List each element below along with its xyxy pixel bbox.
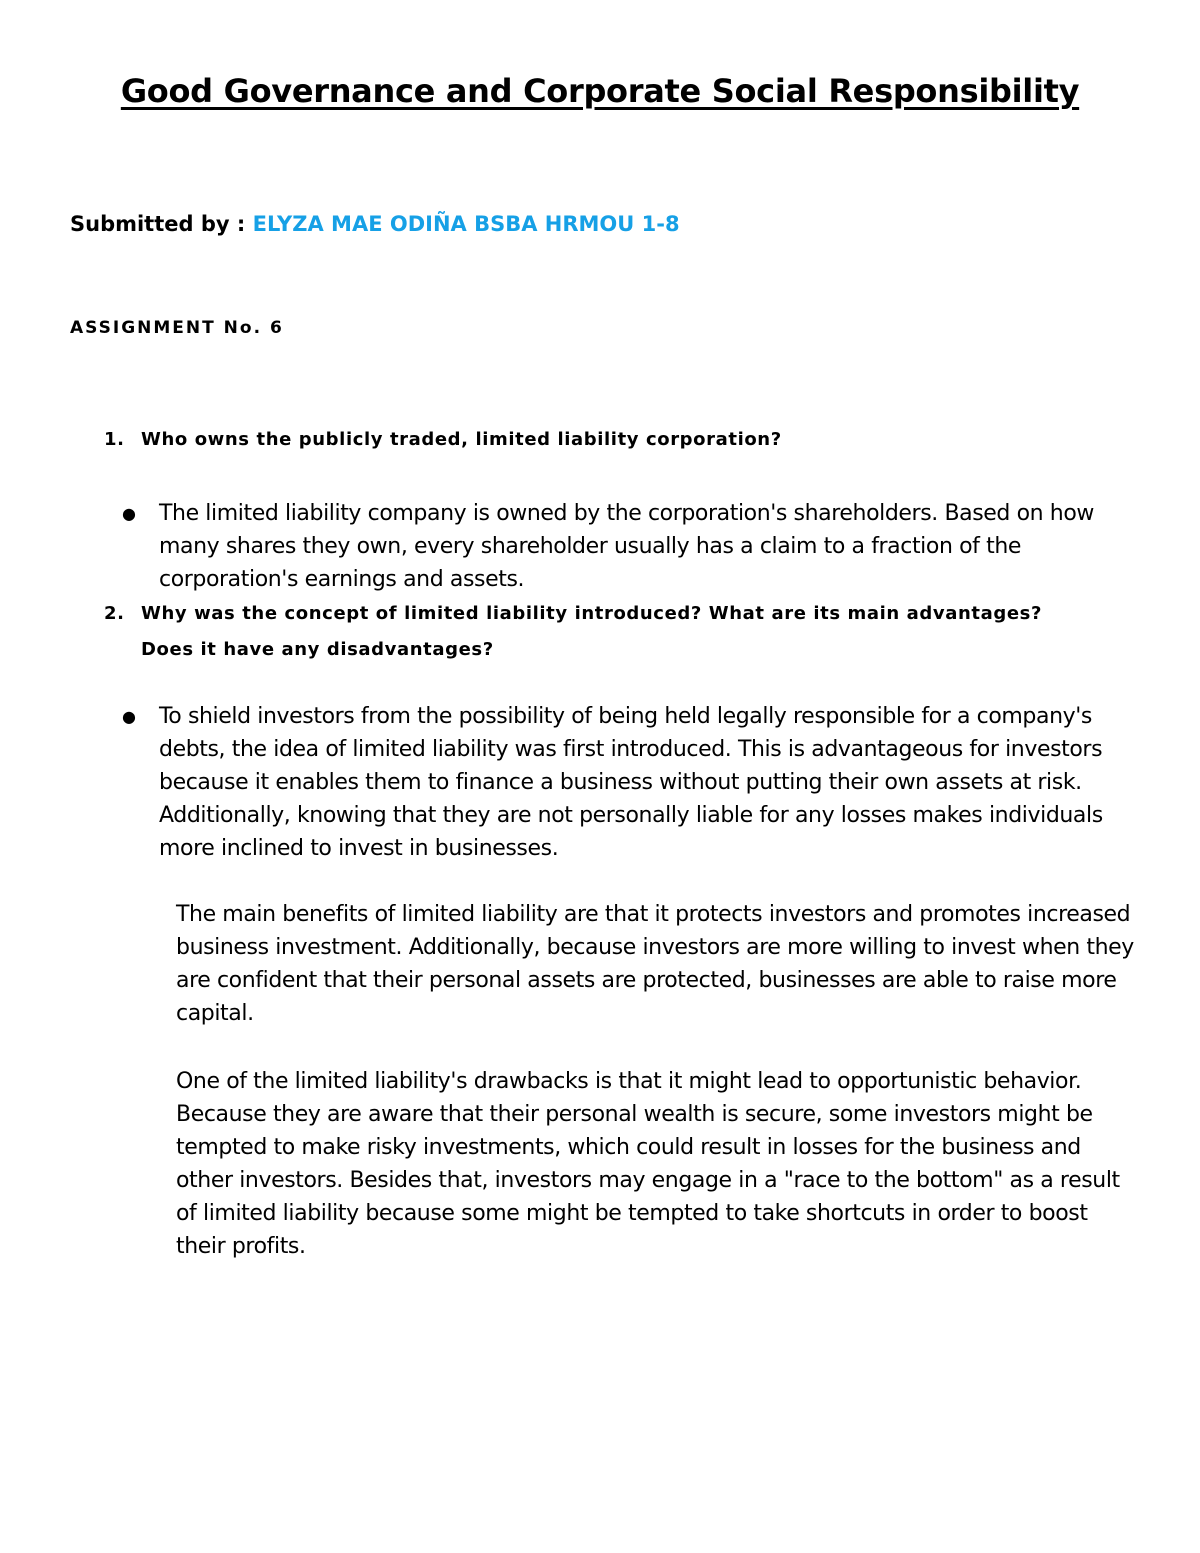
question-number: 1. bbox=[104, 429, 125, 450]
submitted-by-label: Submitted by : bbox=[70, 212, 253, 236]
document-title: Good Governance and Corporate Social Responsibility bbox=[120, 72, 1080, 110]
question-2 bbox=[104, 596, 1042, 668]
question-1 bbox=[104, 422, 782, 458]
answer-2-bullet bbox=[122, 700, 1132, 865]
student-name: ELYZA MAE ODIÑA BSBA HRMOU 1-8 bbox=[252, 212, 680, 236]
answer-1-bullet bbox=[122, 497, 1132, 596]
submitted-by-line bbox=[70, 212, 680, 236]
question-text-continued: Does it have any disadvantages? bbox=[141, 639, 494, 660]
bullet-icon: ● bbox=[122, 504, 136, 523]
answer-2-benefits-paragraph: The main benefits of limited liability are that it protects investors and promotes increased business investment. Additionally, because investors are more willing to invest when they are confident that their personal assets are protected, businesses are able to raise more capital. bbox=[176, 902, 1134, 1026]
answer-2-drawbacks-paragraph: One of the limited liability's drawbacks is that it might lead to opportunistic behavior. Because they are aware that their personal wealth is secure, some investors might be tempted to make risky investments, which could result in losses for the business and other investors. Besides that, investors may engage in a "race to the bottom" as a result of limited liability because some might be tempted to take shortcuts in order to boost their profits. bbox=[176, 1069, 1120, 1259]
bullet-icon: ● bbox=[122, 707, 136, 726]
assignment-heading: ASSIGNMENT No. 6 bbox=[70, 318, 284, 338]
answer-1-text: The limited liability company is owned by the corporation's shareholders. Based on how many shares they own, every shareholder usually has a claim to a fraction of the corporation's earnings and assets. bbox=[159, 501, 1094, 592]
question-text: Who owns the publicly traded, limited liability corporation? bbox=[141, 429, 782, 450]
question-text: Why was the concept of limited liability introduced? What are its main advantages? bbox=[141, 603, 1042, 624]
question-number: 2. bbox=[104, 603, 125, 624]
answer-2-text: To shield investors from the possibility of being held legally responsible for a company's debts, the idea of limited liability was first introduced. This is advantageous for investors because it enables them to finance a business without putting their own assets at risk. Additionally, knowing that they are not personally liable for any losses makes individuals more inclined to invest in businesses. bbox=[159, 704, 1103, 861]
